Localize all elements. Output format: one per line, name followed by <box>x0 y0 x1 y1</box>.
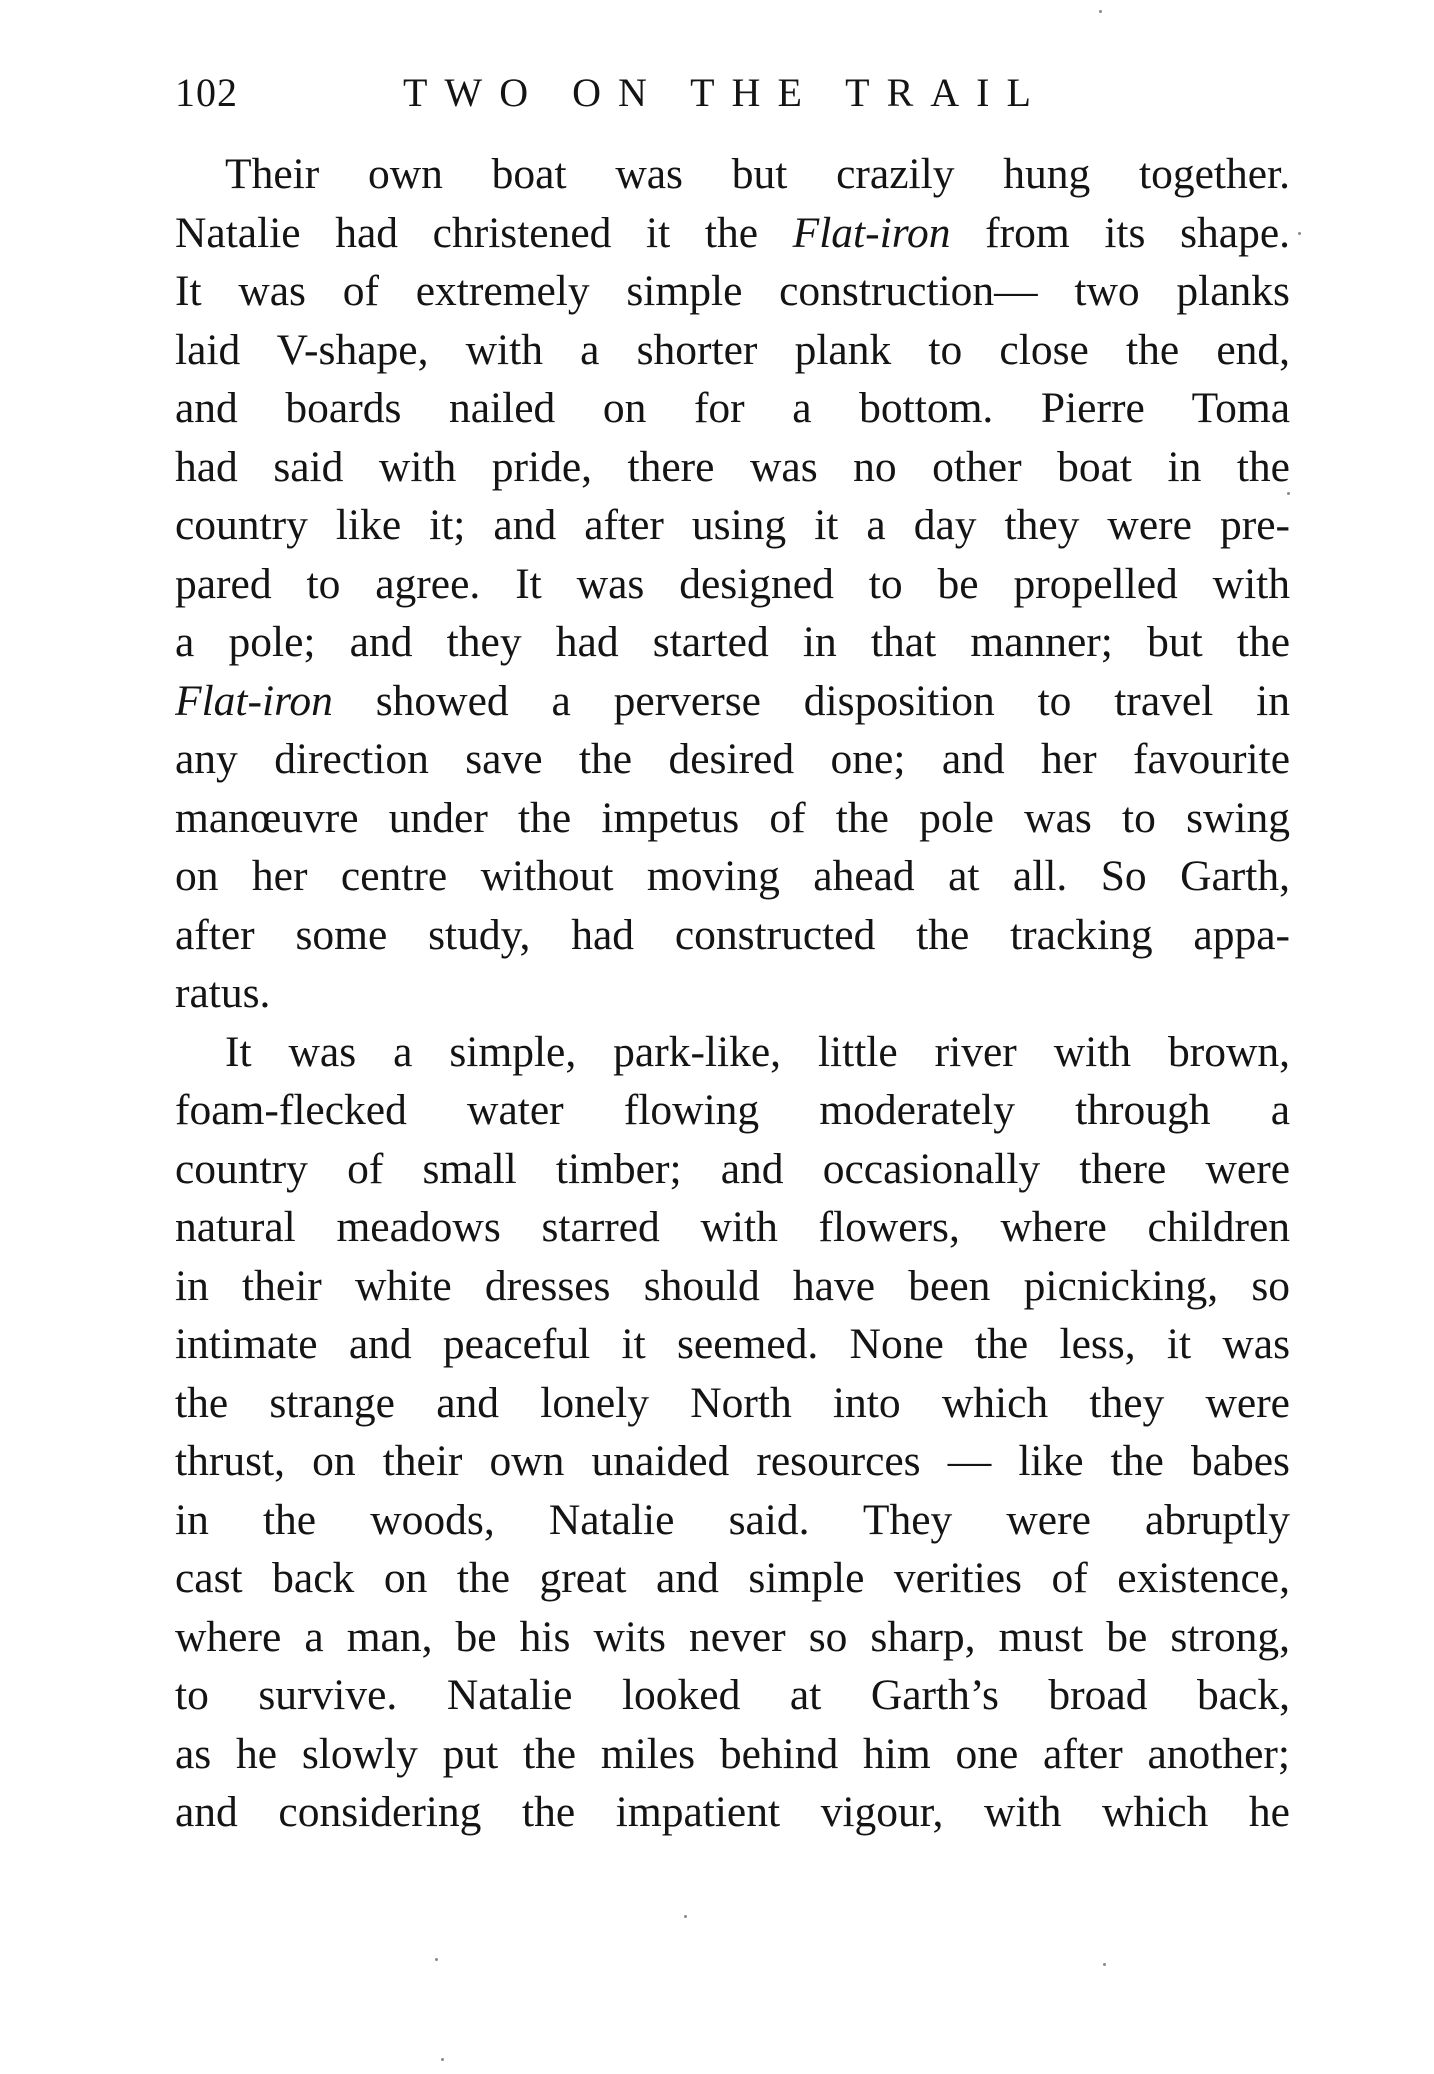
paper-speck <box>684 1915 687 1918</box>
text-line: and boards nailed on for a bottom. Pierre Toma <box>175 384 1290 432</box>
text-line: country like it; and after using it a day they were pre- <box>175 501 1290 549</box>
text-line: thrust, on their own unaided resources — like the babes <box>175 1437 1290 1485</box>
text-line: Flat-iron showed a perverse disposition to travel in <box>175 676 1290 725</box>
italic-boat-name: Flat-iron <box>792 208 951 257</box>
text-line: country of small timber; and occasionally there were <box>175 1144 1290 1193</box>
text-line: Natalie had christened it the Flat-iron from its shape. <box>175 208 1290 257</box>
text-line: laid V-shape, with a shorter plank to close the end, <box>175 325 1290 374</box>
body-text <box>175 145 1290 1842</box>
paragraph <box>175 1023 1290 1842</box>
text-line: Their own boat was but crazily hung together. <box>225 150 1290 198</box>
text-line: the strange and lonely North into which they were <box>175 1378 1290 1427</box>
text-line: had said with pride, there was no other boat in the <box>175 442 1290 491</box>
paper-speck <box>1099 10 1102 13</box>
running-title: TWO ON THE TRAIL <box>403 70 1048 115</box>
text-line: manœuvre under the impetus of the pole was to swing <box>175 793 1290 842</box>
text-line: It was of extremely simple construction— two planks <box>175 267 1290 315</box>
text-line: It was a simple, park-like, little river with brown, <box>225 1027 1290 1076</box>
text-line: intimate and peaceful it seemed. None the less, it was <box>175 1320 1290 1368</box>
text-line: where a man, be his wits never so sharp, must be strong, <box>175 1612 1290 1661</box>
text-line: ratus. <box>175 969 271 1017</box>
running-head <box>175 60 1290 130</box>
page-number: 102 <box>175 70 238 115</box>
text-line: to survive. Natalie looked at Garth’s broad back, <box>175 1671 1290 1719</box>
paper-speck <box>441 2058 444 2061</box>
text-line: foam-flecked water flowing moderately through a <box>175 1086 1290 1134</box>
paragraph <box>175 145 1290 1023</box>
paper-speck <box>435 1958 438 1961</box>
text-line: after some study, had constructed the tracking appa- <box>175 910 1290 959</box>
text-line: in their white dresses should have been picnicking, so <box>175 1261 1290 1310</box>
text-line: natural meadows starred with flowers, where children <box>175 1203 1290 1251</box>
text-line: any direction save the desired one; and her favourite <box>175 735 1290 783</box>
paper-speck <box>1103 1963 1106 1966</box>
text-line: and considering the impatient vigour, with which he <box>175 1788 1290 1836</box>
italic-boat-name: Flat-iron <box>175 676 333 725</box>
text-line: cast back on the great and simple verities of existence, <box>175 1554 1290 1602</box>
text-line: pared to agree. It was designed to be propelled with <box>175 559 1290 608</box>
text-line: as he slowly put the miles behind him one after another; <box>175 1729 1290 1778</box>
text-line: in the woods, Natalie said. They were abruptly <box>175 1495 1290 1544</box>
text-line: a pole; and they had started in that manner; but the <box>175 618 1290 666</box>
paper-speck <box>1298 232 1301 235</box>
text-line: on her centre without moving ahead at all. So Garth, <box>175 852 1290 900</box>
paper-speck <box>1287 492 1290 495</box>
